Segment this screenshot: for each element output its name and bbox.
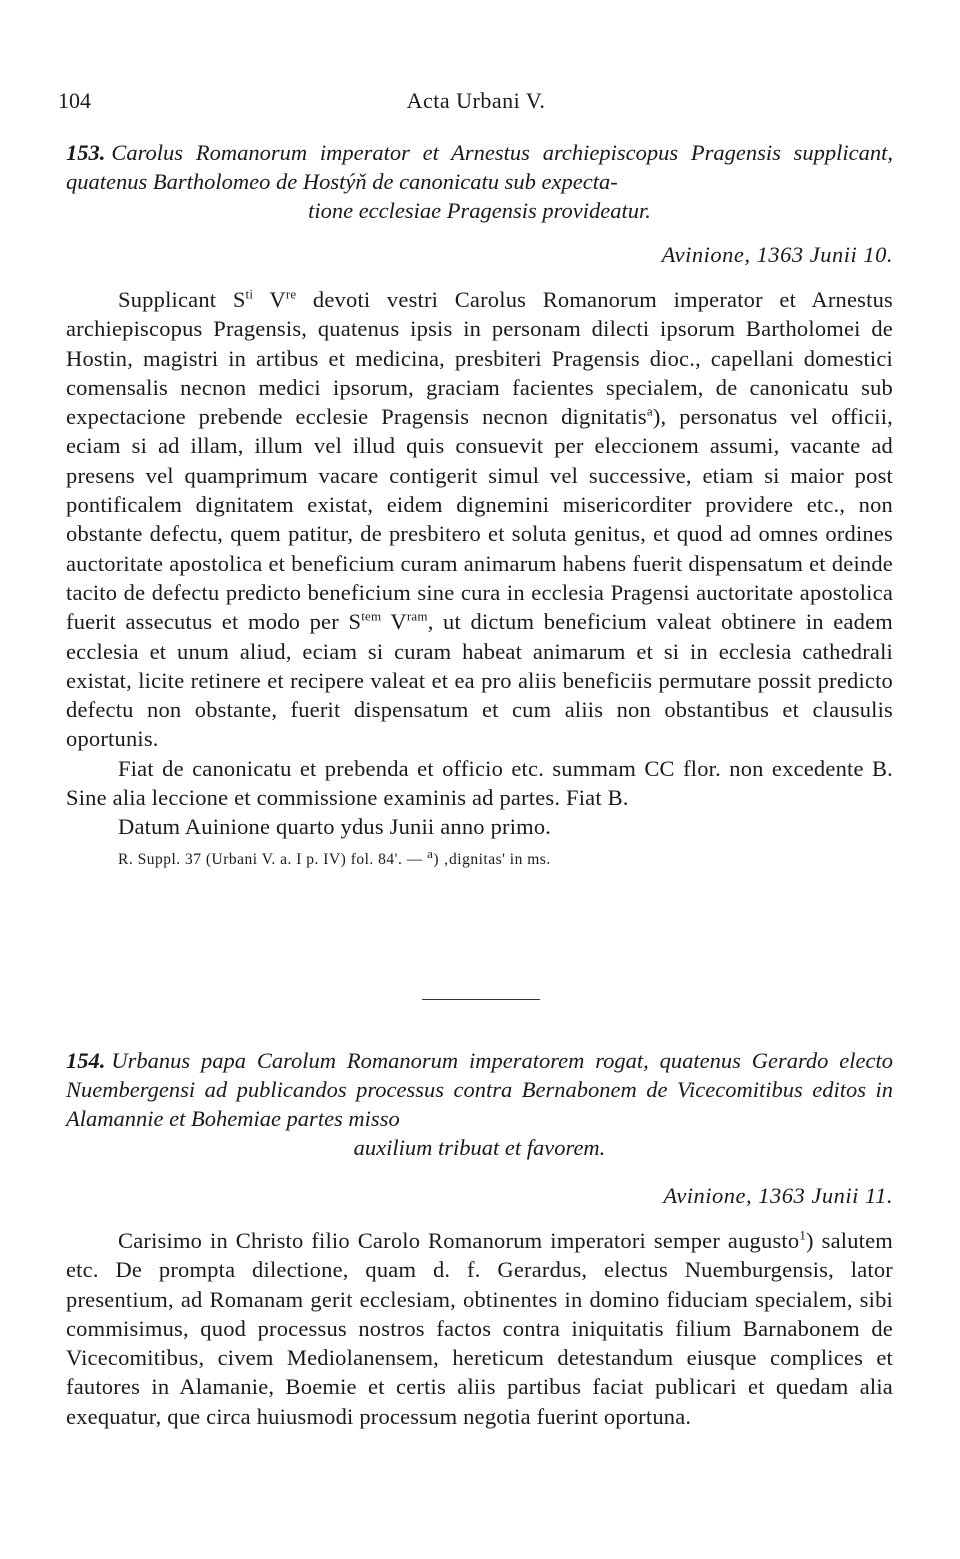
page-header: [58, 88, 894, 118]
regest-154-last-line: auxilium tribuat et favorem.: [353, 1135, 606, 1160]
page-number: 104: [58, 88, 91, 113]
regest-153: [66, 138, 893, 225]
regest-153-text: Carolus Romanorum imperator et Arnestus archiepiscopus Pragensis supplicant, quatenus Bartholomeo de Hostýň de canonicatu sub expecta-: [66, 140, 893, 194]
fiat-text: Fiat de canonicatu et prebenda et officio etc. summam CC flor. non excedente B. Sine alia leccione et commissione examinis ad partes. Fiat B.: [66, 755, 893, 811]
date-153: Avinione, 1363 Junii 10.: [661, 242, 893, 267]
letter-text: Carisimo in Christo filio Carolo Romanorum imperatori semper augusto$^1$) salutem etc. De prompta dilectione, quam d. f. Gerardus, electus Nuemburgensis, lator presentium, ad Romanam gerit ecclesiam, obtinentes in domino fiduciam specialem, sibi commisimus, quod processus nostros factos contra iniquitatis filium Barnabonem de Vicecomitibus, civem Mediolanensem, hereticum detestandum eiusque complices et fautores in Alamanie, Boemie et certis aliis partibus faciat publicari et quedam alia exequatur, que circa huiusmodi processum negotia fuerint oportuna.: [66, 1227, 894, 1429]
regest-154: [66, 1046, 893, 1162]
regest-153-last-line: tione ecclesiae Pragensis provideatur.: [308, 198, 651, 223]
letter-154: [66, 1226, 893, 1431]
document-number-153: 153.: [66, 140, 106, 165]
footnote-153: R. Suppl. 37 (Urbani V. a. I p. IV) fol. 84'. — $^a$) ‚dignitas' in ms.: [118, 845, 551, 868]
datum-text: Datum Auinione quarto ydus Junii anno primo.: [118, 814, 552, 840]
running-title: Acta Urbani V.: [406, 88, 546, 113]
document-number-154: 154.: [66, 1048, 106, 1073]
regest-154-text: Urbanus papa Carolum Romanorum imperatorem rogat, quatenus Gerardo electo Nuembergensi ad publicandos processus contra Bernabonem de Vicecomitibus editos in Alamannie et Bohemiae partes misso: [66, 1048, 893, 1131]
supplication-text: Supplicant $S^{ti}$ Vre devoti vestri Carolus Romanorum imperator et Arnestus archiepiscopus Pragensis, quatenus ipsis in personam dilecti ipsorum Bartholomei de Hostin, magistri in artibus et medicina, presbiteri Pragensis dioc., capellani domestici comensalis necnon medici ipsorum, graciam facientes specialem, de canonicatu sub expectacione prebende ecclesie Pragensis necnon dignitatis$^a$), personatus vel officii, eciam si ad illam, illum vel illud quis consuevit per eleccionem assumi, vacante ad presens vel quamprimum vacare contigerit simul vel successive, etiam si maior post pontificalem dignitatem existat, eidem dignemini misericorditer providere etc., non obstante defectu, quem patitur, de presbitero et soluta genitus, et quod ad omnes ordines auctoritate apostolica et beneficium curam animarum habens fuerit dispensatum et deinde tacito de defectu predicto beneficium sine cura in ecclesia Pragensi auctoritate apostolica fuerit assecutus et modo per $S^{tem}$ $V^{ram}$, ut dictum beneficium valeat obtinere in eadem ecclesia et unum aliud, eciam si curam habeat animarum et si in ecclesia cathedrali existat, licite retinere et recipere valeat et ea pro aliis beneficiis permutare possit predicto defectu non obstante, fuerit dispensatum et cum aliis non obstantibus et clausulis oportunis.: [66, 286, 893, 752]
section-divider: [422, 999, 540, 1000]
date-154: Avinione, 1363 Junii 11.: [663, 1183, 893, 1208]
supplication-153: [66, 285, 893, 874]
